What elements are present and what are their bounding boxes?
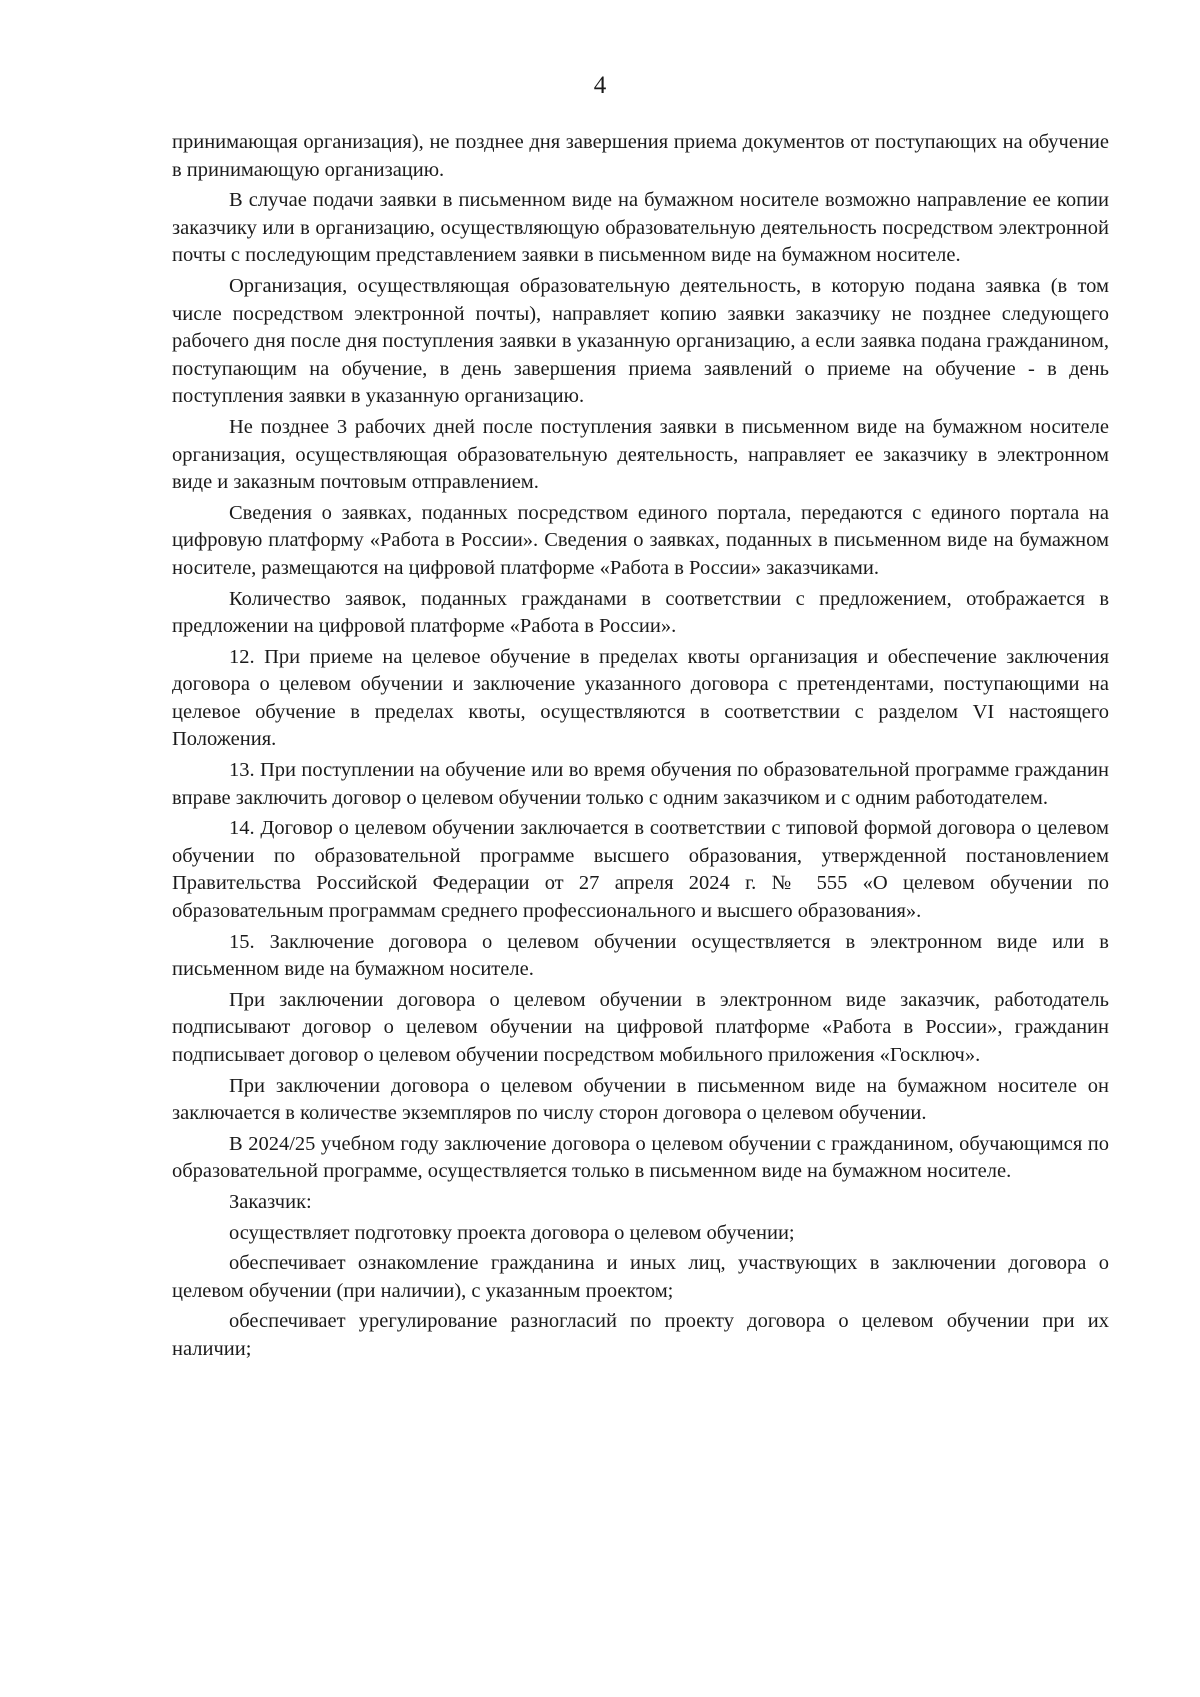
paragraph-item-15: 15. Заключение договора о целевом обучении осуществляется в электронном виде или в письменном виде на бумажном носителе. (172, 930, 1109, 981)
paragraph-customer-disagreements: обеспечивает урегулирование разногласий по проекту договора о целевом обучении при их наличии; (172, 1310, 1109, 1360)
paragraph-organization-forwards-copy: Организация, осуществляющая образовательную деятельность, в которую подана заявка (в том числе посредством электронной почты), направляет копию заявки заказчику не позднее следующего рабочего дня после дня поступления заявки в указанную организацию, а если заявка подана гражданином, поступающим на обучение, в день завершения приема заявлений о приеме на обучение - в день поступления заявки в указанную организацию. (172, 274, 1109, 408)
paragraph-electronic-signing: При заключении договора о целевом обучении в электронном виде заказчик, работодатель подписывают договор о целевом обучении на цифровой платформе «Работа в России», гражданин подписывает договор о целевом обучении посредством мобильного приложения «Госключ». (172, 988, 1109, 1066)
paragraph-paper-signing: При заключении договора о целевом обучении в письменном виде на бумажном носителе он заключается в количестве экземпляров по числу сторон договора о целевом обучении. (172, 1074, 1109, 1125)
document-body (172, 129, 1109, 1367)
paragraph-paper-application-copy: В случае подачи заявки в письменном виде на бумажном носителе возможно направление ее копии заказчику или в организацию, осуществляющую образовательную деятельность посредством электронной почты с последующим представлением заявки в письменном виде на бумажном носителе. (172, 189, 1109, 267)
page-number: 4 (593, 72, 607, 99)
paragraph-academic-year-2024-25: В 2024/25 учебном году заключение договора о целевом обучении с гражданином, обучающимся по образовательной программе, осуществляется только в письменном виде на бумажном носителе. (172, 1132, 1109, 1183)
paragraph-three-working-days: Не позднее 3 рабочих дней после поступления заявки в письменном виде на бумажном носителе организация, осуществляющая образовательную деятельность, направляет ее заказчику в электронном виде и заказным почтовым отправлением. (172, 415, 1109, 494)
paragraph-applications-count: Количество заявок, поданных гражданами в соответствии с предложением, отображается в предложении на цифровой платформе «Работа в России». (172, 587, 1109, 638)
paragraph-customer-familiarization: обеспечивает ознакомление гражданина и иных лиц, участвующих в заключении договора о целевом обучении (при наличии), с указанным проектом; (172, 1252, 1109, 1302)
paragraph-portal-data-transfer: Сведения о заявках, поданных посредством единого портала, передаются с единого портала на цифровую платформу «Работа в России». Сведения о заявках, поданных в письменном виде на бумажном носителе, размещаются на цифровой платформе «Работа в России» заказчиками. (172, 501, 1109, 579)
paragraph-customer-prepares-draft: осуществляет подготовку проекта договора о целевом обучении; (229, 1221, 795, 1244)
paragraph-item-14: 14. Договор о целевом обучении заключается в соответствии с типовой формой договора о целевом обучении по образовательной программе высшего образования, утвержденной постановлением Правительства Российской Федерации от 27 апреля 2024 г. № 555 «О целевом обучении по образовательным программам среднего профессионального и высшего образования». (172, 817, 1109, 923)
paragraph-item-13: 13. При поступлении на обучение или во время обучения по образовательной программе гражданин вправе заключить договор о целевом обучении только с одним заказчиком и с одним работодателем. (172, 759, 1109, 809)
paragraph-item-12: 12. При приеме на целевое обучение в пределах квоты организация и обеспечение заключения договора о целевом обучении и заключение указанного договора с претендентами, поступающими на целевое обучение в пределах квоты, осуществляются в соответствии с разделом VI настоящего Положения. (172, 645, 1109, 751)
paragraph-continuation: принимающая организация), не позднее дня завершения приема документов от поступающих на обучение в принимающую организацию. (172, 131, 1109, 181)
paragraph-customer-heading: Заказчик: (229, 1190, 312, 1213)
